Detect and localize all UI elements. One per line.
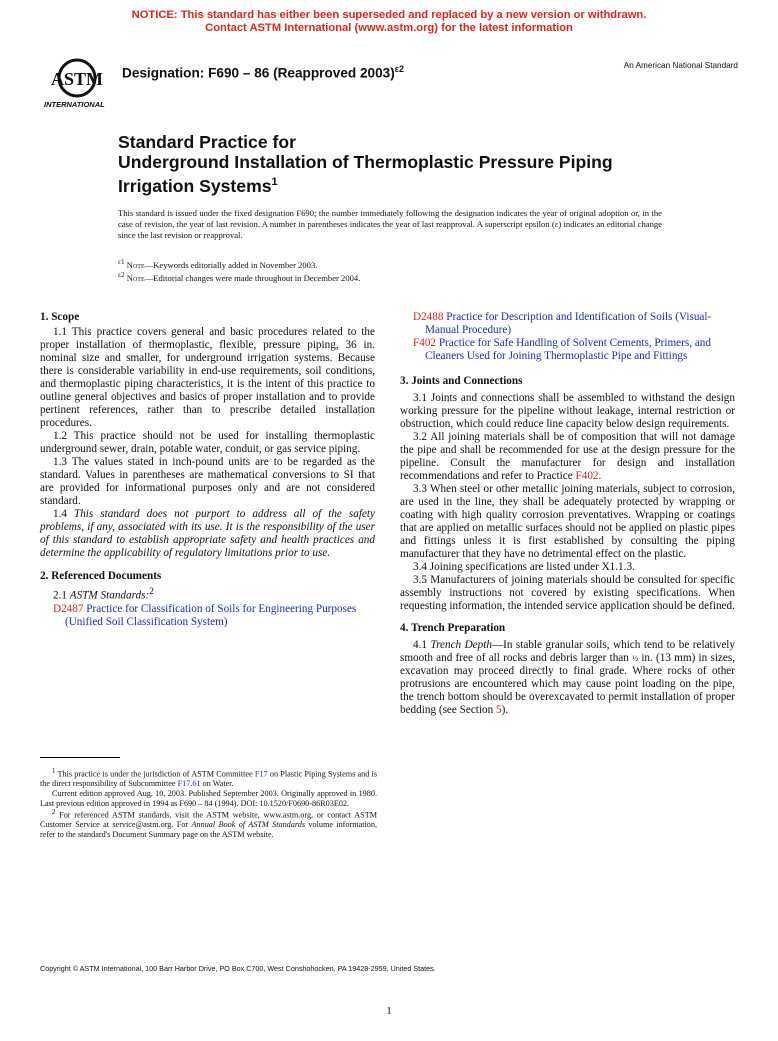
footnote-1-edition: Current edition approved Aug. 10, 2003. Published September 2003. Originally approved in 1980. Last previous edition approved in 1994 as F690 – 84 (1994). DOI: 10.1520/F0690-86R03E02.	[40, 788, 377, 808]
para-2-1-num: 2.1	[53, 589, 67, 602]
para-1-3: 1.3 The values stated in inch-pound units are to be regarded as the standard. Values in parentheses are mathematical conversions to SI that are provided for informational purposes only and are not considered standard.	[40, 456, 375, 507]
title-footnote-mark: 1	[271, 176, 278, 188]
notice-line-2: Contact ASTM International (www.astm.org) for the latest information	[205, 22, 573, 34]
ref-d2487-code[interactable]: D2487	[53, 602, 84, 615]
page-number: 1	[386, 1006, 392, 1017]
withdrawal-notice	[0, 9, 778, 35]
para-3-2-link-f402[interactable]: F402	[575, 470, 599, 482]
para-3-2: 3.2 All joining materials shall be of composition that will not damage the pipe and shall be recommended for use at the design pressure for the pipeline. Consult the manufacturer for design and installation recommendations and refer to Practice F402.	[400, 431, 735, 482]
footnote-1-text-c: on Water.	[202, 779, 234, 789]
para-2-1-text: ASTM Standards:	[69, 589, 150, 602]
copyright-line: Copyright © ASTM International, 100 Barr Harbor Drive, PO Box C700, West Conshohocken, PA 19428-2959, United States.	[40, 964, 436, 973]
para-4-1-fraction: ½	[632, 654, 639, 663]
designation-text: Designation: F690 – 86 (Reapproved 2003)	[122, 65, 395, 81]
ref-d2488[interactable]	[400, 311, 735, 337]
ref-d2488-code[interactable]: D2488	[413, 311, 444, 323]
para-1-4-num: 1.4	[53, 508, 67, 520]
title-line-3-text: Irrigation Systems	[118, 175, 272, 196]
para-1-1: 1.1 This practice covers general and basic procedures related to the proper installation of thermoplastic, flexible, pressure piping, 36 in. nominal size and smaller, for underground irrigation systems. Because there is considerable variability in end-use requirements, soil conditions, and thermoplastic piping characteristics, it is the intent of this practice to outline general objectives and basics of proper installation and to provide pertinent references, rather than to prescribe detailed installation procedures.	[40, 326, 375, 429]
footnote-2-mark: 2	[52, 809, 56, 817]
para-3-5: 3.5 Manufacturers of joining materials should be consulted for specific assembly instructions not covered by existing specifications. When requesting information, the intended service application should be defined.	[400, 574, 735, 612]
para-4-1-text-b: in. (13 mm) in sizes, excavation may proceed directly to final grade. Where rocks of other protrusions are encountered which may cause point loading on the pipe, the trench bottom should be overexcavated to permit installation of proper bedding (see Section	[400, 652, 736, 716]
footnotes	[40, 767, 377, 840]
ref-d2487[interactable]	[40, 603, 375, 629]
footnote-divider	[40, 757, 120, 758]
para-3-4: 3.4 Joining specifications are listed under X1.1.3.	[413, 561, 635, 573]
notice-line-1: NOTICE: This standard has either been superseded and replaced by a new version or withdrawn.	[131, 9, 647, 21]
footnote-1-link-f17[interactable]: F17	[254, 769, 268, 779]
section-1-heading: 1. Scope	[40, 311, 80, 323]
title-line-1: Standard Practice for	[118, 132, 296, 152]
footnote-1-mark: 1	[52, 768, 56, 775]
footnote-1	[40, 767, 377, 789]
section-2-heading: 2. Referenced Documents	[40, 570, 162, 582]
para-2-1	[40, 586, 375, 603]
para-4-1-text-a: —In stable granular soils, which tend to be relatively smooth and free of all rocks and debris larger than	[400, 639, 736, 664]
note-2-label: Note	[126, 273, 145, 284]
para-1-4-text: This standard does not purport to address all of the safety problems, if any, associated with its use. It is the responsibility of the user of this standard to establish appropriate safety and health practices and determine the applicability of regulatory limitations prior to use.	[40, 508, 375, 559]
astm-logo	[40, 56, 114, 112]
footnote-2-italic: Annual Book of ASTM Standards	[191, 820, 306, 830]
note-1-text: —Keywords editorially added in November 2003.	[144, 259, 318, 270]
editorial-notes	[118, 257, 662, 284]
ref-d2488-title[interactable]: Practice for Description and Identification of Soils (Visual-Manual Procedure)	[425, 311, 712, 336]
note-2-text: —Editorial changes were made throughout in December 2004.	[144, 273, 361, 284]
ref-f402[interactable]	[400, 337, 735, 363]
para-4-1	[400, 639, 735, 717]
footnote-1-text-b: on Plastic Piping Systems and is the direct responsibility of Subcommittee	[40, 769, 378, 789]
right-column	[400, 311, 735, 717]
para-4-1-link-section-5[interactable]: 5	[496, 704, 502, 716]
ref-f402-title[interactable]: Practice for Safe Handling of Solvent Cements, Primers, and Cleaners Used for Joining Thermoplastic Pipe and Fittings	[425, 337, 711, 362]
para-3-1: 3.1 Joints and connections shall be assembled to withstand the design working pressure for the pipeline without leakage, internal restriction or obstruction, which could reduce line capacity below design requirements.	[400, 392, 735, 430]
footnote-2-text-b: volume information, refer to the standard's Document Summary page on the ASTM website.	[40, 820, 378, 840]
para-4-1-text-c: ).	[501, 704, 509, 716]
title-line-3	[118, 172, 698, 196]
para-4-1-term: Trench Depth	[430, 639, 492, 651]
left-column	[40, 311, 375, 629]
issued-statement: This standard is issued under the fixed designation F690; the number immediately following the designation indicates the year of original adoption or, in the case of revision, the year of last revision. A number in parentheses indicates the year of last reapproval. A superscript epsilon (ε) indicates an editorial change since the last revision or reapproval.	[118, 208, 662, 240]
logo-wordmark: INTERNATIONAL	[44, 100, 105, 109]
para-3-2-text: 3.2 All joining materials shall be of composition that will not damage the pipe and shall be recommended for use at the design pressure for the pipeline. Consult the manufacturer for design and installation recommendations and refer to Practice	[400, 431, 735, 482]
para-3-3: 3.3 When steel or other metallic joining materials, subject to corrosion, are used in the line, they shall be adequately protected by wrapping or coating with high quality corrosion preventatives. Wrapping or coatings that are applied on metallic surfaces should not be applied on plastic pipes and fittings unless it is first established by consulting the piping manufacturer that they have no detrimental effect on the plastic.	[400, 483, 735, 560]
note-1-label: Note	[126, 259, 145, 270]
footnote-1-link-f1761[interactable]: F17.61	[177, 779, 201, 789]
note-2-sup: ε2	[118, 271, 125, 280]
footnote-2-text-a: For referenced ASTM standards, visit the ASTM website, www.astm.org, or contact ASTM Customer Service at service@astm.org. For	[40, 810, 377, 830]
note-1	[118, 257, 662, 270]
designation-epsilon: ε2	[394, 64, 405, 74]
national-standard-label: An American National Standard	[623, 61, 738, 70]
footnote-1-text-a: This practice is under the jurisdiction of ASTM Committee	[57, 769, 253, 779]
ref-f402-code[interactable]: F402	[413, 337, 437, 349]
para-4-1-num: 4.1	[413, 639, 427, 651]
para-2-1-footnote-mark: 2	[149, 587, 154, 597]
para-1-4	[40, 508, 375, 560]
note-2	[118, 270, 662, 283]
footnote-2	[40, 808, 377, 840]
designation	[122, 64, 404, 81]
section-3-heading: 3. Joints and Connections	[400, 375, 523, 387]
svg-text:ASTM: ASTM	[50, 69, 104, 89]
para-1-2: 1.2 This practice should not be used for installing thermoplastic underground sewer, drain, potable water, conduit, or gas service piping.	[40, 430, 375, 455]
ref-d2487-title[interactable]: Practice for Classification of Soils for Engineering Purposes (Unified Soil Classification System)	[65, 602, 357, 628]
note-1-sup: ε1	[118, 258, 125, 266]
title-line-2: Underground Installation of Thermoplastic Pressure Piping	[118, 152, 613, 172]
document-title	[118, 132, 698, 196]
section-4-heading: 4. Trench Preparation	[400, 622, 506, 634]
